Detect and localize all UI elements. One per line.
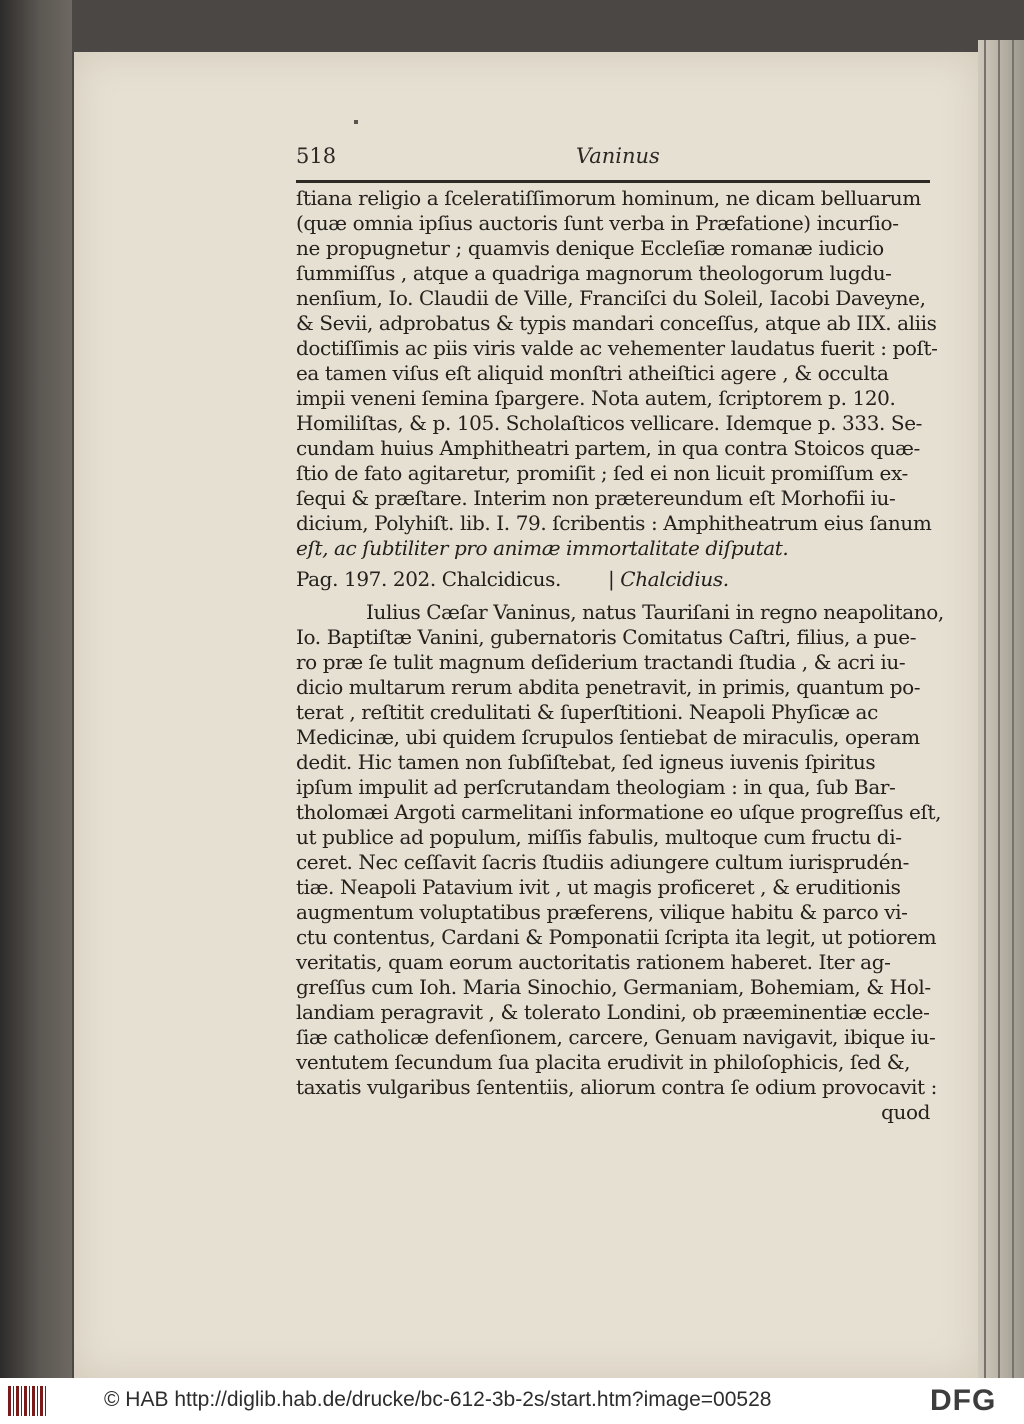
ink-speck (354, 120, 358, 124)
text-line: ventutem ſecundum ſua placita erudivit in philoſophicis, ſed &, (296, 1050, 911, 1074)
erratum-line (296, 567, 936, 592)
page-edges (978, 40, 1024, 1378)
text-line: landiam peragravit , & tolerato Londini, ob præeminentiæ eccle- (296, 1000, 930, 1024)
text-line: taxatis vulgaribus ſententiis, aliorum contra ſe odium provocavit : (296, 1075, 937, 1099)
source-citation-link[interactable]: © HAB http://diglib.hab.de/drucke/bc-612-3b-2s/start.htm?image=00528 (104, 1388, 772, 1411)
text-line: greſſus cum Ioh. Maria Sinochio, Germaniam, Bohemiam, & Hol- (296, 975, 931, 999)
edge-line (1012, 40, 1014, 1378)
text-line: terat , reſtitit credulitati & ſuperſtitioni. Neapoli Phyſicæ ac (296, 700, 878, 724)
text-line: nenſium, Io. Claudii de Ville, Franciſci du Soleil, Iacobi Daveyne, (296, 286, 926, 310)
text-line: doctiſſimis ac piis viris valde ac vehementer laudatus fuerit : poſt- (296, 336, 938, 360)
page-header (296, 144, 930, 176)
edge-line (984, 40, 986, 1378)
text-line: dicium, Polyhiſt. lib. I. 79. ſcribentis : Amphitheatrum eius ſanum (296, 511, 932, 535)
text-line: dedit. Hic tamen non ſubſiſtebat, ſed igneus iuvenis ſpiritus (296, 750, 876, 774)
text-line: tholomæi Argoti carmelitani informatione eo uſque progreſſus eſt, (296, 800, 942, 824)
text-line: tiæ. Neapoli Patavium ivit , ut magis proficeret , & eruditionis (296, 875, 901, 899)
text-line: ipſum impulit ad perſcrutandam theologiam : in qua, ſub Bar- (296, 775, 896, 799)
text-line: veritatis, quam eorum auctoritatis rationem haberet. Iter ag- (296, 950, 891, 974)
erratum-incorrect: Pag. 197. 202. Chalcidicus. (296, 567, 561, 591)
text-line: ne propugnetur ; quamvis denique Eccleſiæ romanæ iudicio (296, 236, 884, 260)
text-line: dicio multarum rerum abdita penetravit, in primis, quantum po- (296, 675, 921, 699)
body-text (296, 186, 944, 1125)
text-line: ctu contentus, Cardani & Pomponatii ſcripta ita legit, ut potiorem (296, 925, 937, 949)
footer-bar (0, 1378, 1024, 1424)
book-spine (0, 0, 72, 1378)
erratum-correct: | Chalcidius. (608, 567, 729, 591)
text-line: eſt, ac ſubtiliter pro animæ immortalitate diſputat. (296, 536, 789, 560)
header-rule (296, 180, 930, 183)
text-line: & Sevii, adprobatus & typis mandari conceſſus, atque ab IIX. aliis (296, 311, 937, 335)
text-line: ea tamen viſus eſt aliquid monſtri atheiſtici agere , & occulta (296, 361, 889, 385)
edge-line (998, 40, 1000, 1378)
page-number: 518 (296, 144, 337, 168)
text-line: ſequi & præſtare. Interim non prætereundum eſt Morhofii iu- (296, 486, 896, 510)
text-line: ſummiſſus , atque a quadriga magnorum theologorum lugdu- (296, 261, 892, 285)
text-line: ſtiana religio a ſceleratiſſimorum hominum, ne dicam belluarum (296, 186, 921, 210)
text-line: (quæ omnia ipſius auctoris ſunt verba in Præfatione) incurſio- (296, 211, 899, 235)
catchword: quod (881, 1100, 930, 1124)
text-line: ſtio de fato agitaretur, promiſit ; ſed ei non licuit promiſſum ex- (296, 461, 908, 485)
barcode-icon (8, 1386, 46, 1416)
text-line: ut publice ad populum, miſſis fabulis, multoque cum fructu di- (296, 825, 902, 849)
text-line: augmentum voluptatibus præferens, vilique habitu & parco vi- (296, 900, 908, 924)
text-line: ceret. Nec ceſſavit ſacris ſtudiis adiungere cultum iurisprudén- (296, 850, 909, 874)
running-head: Vaninus (576, 144, 660, 168)
text-line: Homiliſtas, & p. 105. Scholaſticos vellicare. Idemque p. 333. Se- (296, 411, 923, 435)
text-line: ſiæ catholicæ defenſionem, carcere, Genuam navigavit, ibique iu- (296, 1025, 936, 1049)
text-line: cundam huius Amphitheatri partem, in qua contra Stoicos quæ- (296, 436, 920, 460)
text-line: impii veneni ſemina ſpargere. Nota autem, ſcriptorem p. 120. (296, 386, 896, 410)
text-line: Iulius Cæſar Vaninus, natus Tauriſani in regno neapolitano, (366, 600, 944, 624)
text-line: ro præ ſe tulit magnum deſiderium tractandi ſtudia , & acri iu- (296, 650, 906, 674)
dfg-logo: DFG (930, 1384, 997, 1417)
text-line: Medicinæ, ubi quidem ſcrupulos ſentiebat de miraculis, operam (296, 725, 920, 749)
text-line: Io. Baptiſtæ Vanini, gubernatoris Comitatus Caſtri, filius, a pue- (296, 625, 917, 649)
